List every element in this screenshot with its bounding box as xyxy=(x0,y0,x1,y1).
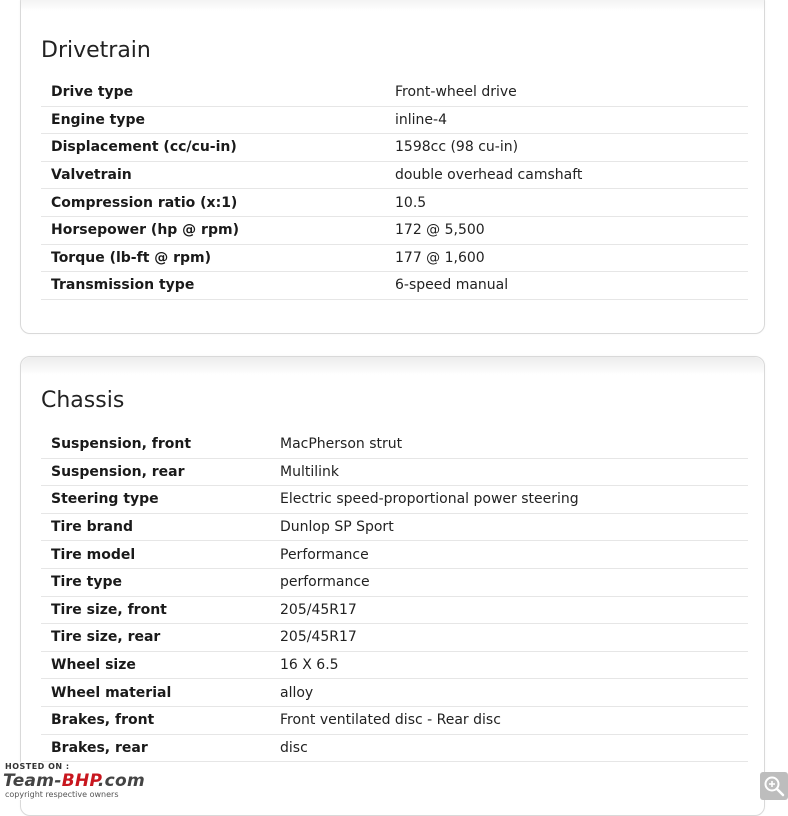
hosting-watermark xyxy=(3,762,193,800)
drivetrain-spec-table xyxy=(41,79,748,300)
spec-label: Brakes, front xyxy=(41,706,270,734)
spec-label: Tire size, front xyxy=(41,596,270,624)
spec-row xyxy=(41,486,748,514)
spec-value: 177 @ 1,600 xyxy=(385,244,748,272)
watermark-brand-highlight: BHP xyxy=(61,771,98,791)
spec-value: disc xyxy=(270,734,748,762)
chassis-title: Chassis xyxy=(41,388,125,413)
spec-value: Multilink xyxy=(270,458,748,486)
spec-value: alloy xyxy=(270,679,748,707)
spec-value: 10.5 xyxy=(385,189,748,217)
watermark-hosted-on: HOSTED ON : xyxy=(5,762,70,771)
zoom-button[interactable] xyxy=(760,772,788,800)
spec-label: Valvetrain xyxy=(41,161,385,189)
spec-value: double overhead camshaft xyxy=(385,161,748,189)
spec-row xyxy=(41,651,748,679)
spec-label: Tire size, rear xyxy=(41,624,270,652)
spec-value: Electric speed-proportional power steering xyxy=(270,486,748,514)
spec-row xyxy=(41,706,748,734)
spec-row xyxy=(41,431,748,458)
spec-label: Brakes, rear xyxy=(41,734,270,762)
spec-row xyxy=(41,624,748,652)
spec-label: Wheel size xyxy=(41,651,270,679)
watermark-brand-logo xyxy=(3,771,145,791)
spec-label: Transmission type xyxy=(41,272,385,300)
spec-row xyxy=(41,541,748,569)
spec-row xyxy=(41,189,748,217)
watermark-brand-suffix: .com xyxy=(97,771,145,791)
spec-value: Performance xyxy=(270,541,748,569)
drivetrain-title: Drivetrain xyxy=(41,38,151,63)
spec-row xyxy=(41,216,748,244)
spec-label: Engine type xyxy=(41,106,385,134)
magnifier-plus-icon xyxy=(760,772,788,800)
spec-value: 1598cc (98 cu-in) xyxy=(385,134,748,162)
spec-row xyxy=(41,134,748,162)
spec-value: Front-wheel drive xyxy=(385,79,748,106)
card-header-bar xyxy=(21,357,764,375)
spec-value: inline-4 xyxy=(385,106,748,134)
spec-value: Dunlop SP Sport xyxy=(270,513,748,541)
spec-label: Compression ratio (x:1) xyxy=(41,189,385,217)
spec-row xyxy=(41,161,748,189)
spec-row xyxy=(41,568,748,596)
spec-label: Steering type xyxy=(41,486,270,514)
spec-label: Tire model xyxy=(41,541,270,569)
spec-value: 6-speed manual xyxy=(385,272,748,300)
spec-row xyxy=(41,244,748,272)
chassis-spec-table xyxy=(41,431,748,762)
drivetrain-card xyxy=(20,0,765,334)
spec-value: MacPherson strut xyxy=(270,431,748,458)
spec-row xyxy=(41,106,748,134)
spec-label: Tire type xyxy=(41,568,270,596)
watermark-copyright: copyright respective owners xyxy=(5,790,119,799)
spec-value: 16 X 6.5 xyxy=(270,651,748,679)
watermark-brand-prefix: Team- xyxy=(3,771,62,791)
spec-row xyxy=(41,734,748,762)
spec-row xyxy=(41,596,748,624)
spec-label: Drive type xyxy=(41,79,385,106)
spec-label: Tire brand xyxy=(41,513,270,541)
spec-value: 205/45R17 xyxy=(270,624,748,652)
chassis-card xyxy=(20,356,765,816)
spec-value: Front ventilated disc - Rear disc xyxy=(270,706,748,734)
spec-label: Displacement (cc/cu-in) xyxy=(41,134,385,162)
spec-row xyxy=(41,458,748,486)
spec-label: Suspension, rear xyxy=(41,458,270,486)
spec-row xyxy=(41,272,748,300)
spec-label: Torque (lb-ft @ rpm) xyxy=(41,244,385,272)
spec-row xyxy=(41,513,748,541)
spec-row xyxy=(41,79,748,106)
spec-label: Suspension, front xyxy=(41,431,270,458)
spec-label: Wheel material xyxy=(41,679,270,707)
spec-value: performance xyxy=(270,568,748,596)
spec-label: Horsepower (hp @ rpm) xyxy=(41,216,385,244)
spec-value: 172 @ 5,500 xyxy=(385,216,748,244)
spec-row xyxy=(41,679,748,707)
spec-value: 205/45R17 xyxy=(270,596,748,624)
card-header-bar xyxy=(21,0,764,11)
